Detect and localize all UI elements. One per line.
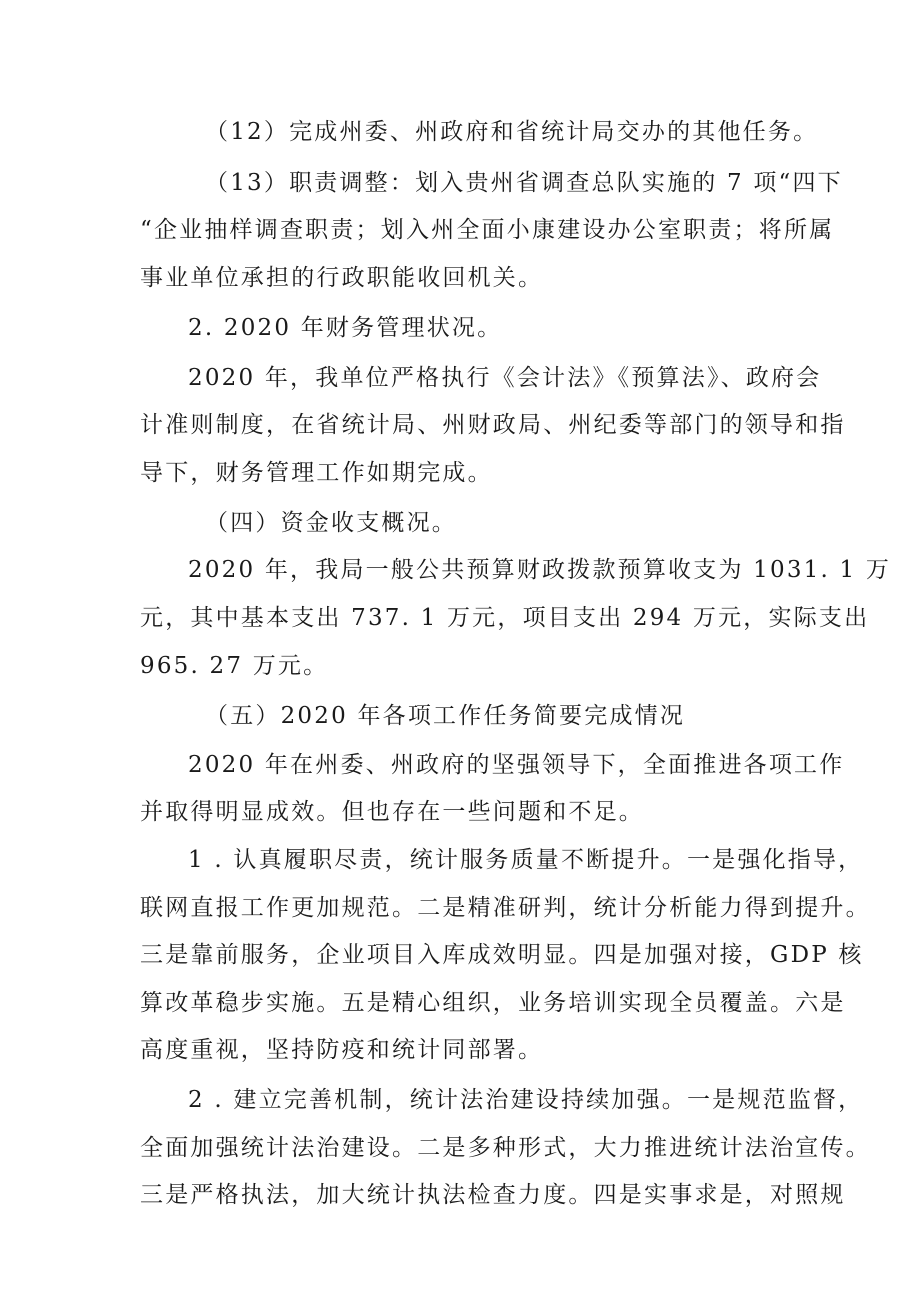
paragraph-finance-line-3: 导下，财务管理工作如期完成。 bbox=[140, 460, 493, 486]
heading-task-completion: （五）2020 年各项工作任务简要完成情况 bbox=[205, 703, 686, 729]
paragraph-finance-line-2: 计准则制度，在省统计局、州财政局、州纪委等部门的领导和指 bbox=[140, 412, 846, 438]
paragraph-item-13-line-2: “企业抽样调查职责；划入州全面小康建设办公室职责；将所属 bbox=[140, 217, 835, 243]
paragraph-finance-line-1: 2020 年，我单位严格执行《会计法》《预算法》、政府会 bbox=[188, 365, 822, 391]
paragraph-item2-line-1: 2 . 建立完善机制，统计法治建设持续加强。一是规范监督， bbox=[188, 1087, 864, 1113]
paragraph-item1-line-3: 三是靠前服务，企业项目入库成效明显。四是加强对接，GDP 核 bbox=[140, 942, 864, 968]
paragraph-item2-line-3: 三是严格执法，加大统计执法检查力度。四是实事求是，对照规 bbox=[140, 1182, 846, 1208]
paragraph-item2-line-2: 全面加强统计法治建设。二是多种形式，大力推进统计法治宣传。 bbox=[140, 1135, 871, 1161]
paragraph-tasks-line-1: 2020 年在州委、州政府的坚强领导下，全面推进各项工作 bbox=[188, 752, 845, 778]
paragraph-funds-line-3: 965. 27 万元。 bbox=[140, 653, 329, 679]
paragraph-item-12: （12）完成州委、州政府和省统计局交办的其他任务。 bbox=[205, 119, 819, 145]
heading-funds-overview: （四）资金收支概况。 bbox=[205, 510, 457, 536]
paragraph-funds-line-2: 元，其中基本支出 737. 1 万元，项目支出 294 万元，实际支出 bbox=[140, 605, 870, 631]
paragraph-tasks-line-2: 并取得明显成效。但也存在一些问题和不足。 bbox=[140, 799, 644, 825]
paragraph-item-13-line-3: 事业单位承担的行政职能收回机关。 bbox=[140, 265, 544, 291]
paragraph-item1-line-2: 联网直报工作更加规范。二是精准研判，统计分析能力得到提升。 bbox=[140, 895, 871, 921]
paragraph-item1-line-5: 高度重视，坚持防疫和统计同部署。 bbox=[140, 1037, 544, 1063]
paragraph-funds-line-1: 2020 年，我局一般公共预算财政拨款预算收支为 1031. 1 万 bbox=[188, 557, 892, 583]
paragraph-item1-line-4: 算改革稳步实施。五是精心组织，业务培训实现全员覆盖。六是 bbox=[140, 990, 846, 1016]
heading-finance-status: 2. 2020 年财务管理状况。 bbox=[188, 315, 503, 341]
paragraph-item1-line-1: 1 . 认真履职尽责，统计服务质量不断提升。一是强化指导， bbox=[188, 847, 864, 873]
paragraph-item-13-line-1: （13）职责调整：划入贵州省调查总队实施的 7 项“四下 bbox=[205, 170, 843, 196]
